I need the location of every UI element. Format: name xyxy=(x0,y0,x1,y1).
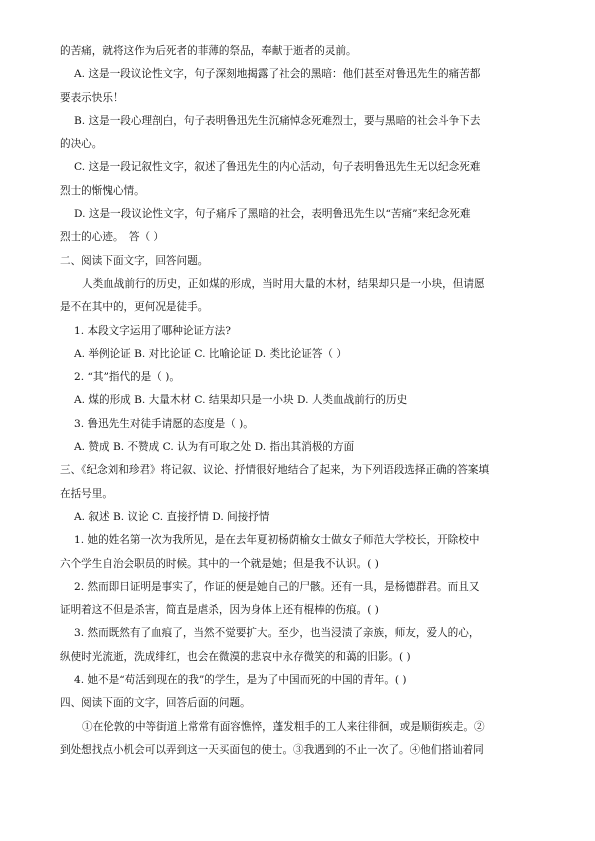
text-line: B. 这是一段心理剖白，句子表明鲁迅先生沉痛悼念死难烈士，要与黑暗的社会斗争下去 xyxy=(74,114,481,127)
question-line: 2. “其”指代的是（ )。 xyxy=(74,371,180,384)
section-heading: 四、阅读下面的文字，回答后面的问题。 xyxy=(60,697,251,710)
text-line: 烈士的惭愧心情。 xyxy=(60,184,145,197)
text-line: 六个学生自治会职员的时候。其中的一个就是她；但是我不认识。( ) xyxy=(60,557,379,570)
text-line: 的苦痛，就将这作为后死者的菲薄的祭品，奉献于逝者的灵前。 xyxy=(60,45,357,57)
question-line: 4. 她不是“苟活到现在的我”的学生，是为了中国而死的中国的青年。( ) xyxy=(74,674,407,687)
text-line: 人类血战前行的历史，正如煤的形成，当时用大量的木材，结果却只是一小块，但请愿 xyxy=(82,277,485,290)
text-line: ①在伦敦的中等街道上常常有面容憔悴，蓬发粗手的工人来往徘徊，或是顺街疾走。② xyxy=(82,720,485,733)
question-line: 1. 本段文字运用了哪种论证方法? xyxy=(74,324,231,337)
text-line: 烈士的心迹。 答（ ） xyxy=(60,231,165,244)
text-line: 到处想找点小机会可以弄到这一天买面包的使士。③我遇到的不止一次了。④他们搭讪着同 xyxy=(60,743,484,756)
text-line: D. 这是一段议论性文字，句子痛斥了黑暗的社会，表明鲁迅先生以“苦痛”来纪念死难 xyxy=(74,208,471,221)
text-line: 证明着这不但是杀害，简直是虐杀，因为身体上还有棍棒的伤痕。( ) xyxy=(60,604,379,617)
text-line: 纵使时光流逝，洗成绯红，也会在微漠的悲哀中永存微笑的和蔼的旧影。( ) xyxy=(60,650,411,663)
question-line: 2. 然而即日证明是事实了，作证的便是她自己的尸骸。还有一具，是杨德群君。而且又 xyxy=(74,580,480,593)
text-line: A. 这是一段议论性文字，句子深刻地揭露了社会的黑暗：他们甚至对鲁迅先生的痛苦都 xyxy=(74,68,481,81)
section-heading: 二、阅读下面文字，回答问题。 xyxy=(60,254,209,267)
options-line: A. 煤的形成 B. 大量木材 C. 结果却只是一小块 D. 人类血战前行的历史 xyxy=(74,394,408,407)
text-line: 要表示快乐！ xyxy=(60,91,124,104)
question-line: 3. 鲁迅先生对徒手请愿的态度是（ )。 xyxy=(74,417,254,430)
options-line: A. 赞成 B. 不赞成 C. 认为有可取之处 D. 指出其消极的方面 xyxy=(74,441,355,454)
options-line: A. 举例论证 B. 对比论证 C. 比喻论证 D. 类比论证答（ ） xyxy=(74,347,347,360)
options-line: A. 叙述 B. 议论 C. 直接抒情 D. 间接抒情 xyxy=(74,510,270,523)
text-line: 的决心。 xyxy=(60,138,103,151)
text-line: C. 这是一段记叙性文字，叙述了鲁迅先生的内心活动，句子表明鲁迅先生无以纪念死难 xyxy=(74,161,481,174)
text-line: 是不在其中的，更何况是徒手。 xyxy=(60,301,209,314)
question-line: 3. 然而既然有了血痕了，当然不觉要扩大。至少，也当浸渍了亲族，师友，爱人的心， xyxy=(74,627,480,640)
question-line: 1. 她的姓名第一次为我所见，是在去年夏初杨荫榆女士做女子师范大学校长，开除校中 xyxy=(74,534,480,547)
section-heading: 三、《纪念刘和珍君》将记叙、议论、抒情很好地结合了起来，为下列语段选择正确的答案填 xyxy=(60,464,490,477)
text-line: 在括号里。 xyxy=(60,487,113,500)
